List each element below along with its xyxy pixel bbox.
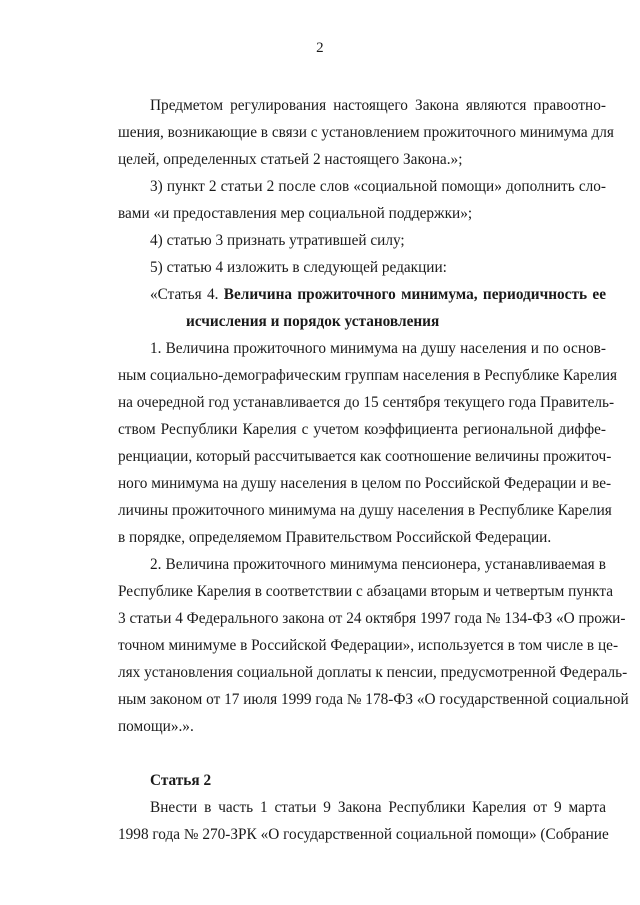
text-line: 3) пункт 2 статьи 2 после слов «социальной помощи» дополнить сло- [150, 178, 606, 195]
text-line: 1. Величина прожиточного минимума на душу населения и по основ- [150, 340, 606, 357]
article-heading [150, 286, 606, 304]
article-heading-prefix: «Статья 4. [150, 286, 224, 303]
page-number: 2 [316, 40, 324, 56]
article-2-heading: Статья 2 [150, 772, 212, 789]
text-line: лях установления социальной доплаты к пенсии, предусмотренной Федераль- [118, 664, 628, 681]
text-line: ством Республики Карелия с учетом коэффициента региональной диффе- [118, 421, 606, 438]
text-line: личины прожиточного минимума на душу населения в Республике Карелия [118, 502, 612, 519]
text-line: 3 статьи 4 Федерального закона от 24 октября 1997 года № 134-ФЗ «О прожи- [118, 610, 626, 627]
text-line: Республике Карелия в соответствии с абзацами вторым и четвертым пункта [118, 583, 614, 600]
text-line: вами «и предоставления мер социальной поддержки»; [118, 205, 473, 222]
text-line: 2. Величина прожиточного минимума пенсионера, устанавливаемая в [150, 556, 606, 573]
text-line: 5) статью 4 изложить в следующей редакции: [150, 259, 447, 276]
text-line: 1998 года № 270-ЗРК «О государственной социальной помощи» (Собрание [118, 826, 609, 843]
text-line: Внести в часть 1 статьи 9 Закона Республики Карелия от 9 марта [150, 799, 606, 816]
text-line: ным законом от 17 июля 1999 года № 178-ФЗ «О государственной социальной [118, 691, 629, 708]
article-heading-title: Величина прожиточного минимума, периодичность ее [223, 286, 606, 303]
article-heading-continuation: исчисления и порядок установления [186, 313, 440, 330]
text-line: шения, возникающие в связи с установлением прожиточного минимума для [118, 124, 614, 141]
text-line: в порядке, определяемом Правительством Российской Федерации. [118, 529, 552, 546]
text-line: ного минимума на душу населения в целом по Российской Федерации и ве- [118, 475, 612, 492]
text-line: помощи».». [118, 718, 194, 735]
text-line: Предметом регулирования настоящего Закона являются правоотно- [150, 97, 606, 114]
text-line: точном минимуме в Российской Федерации», используется в том числе в це- [118, 637, 619, 654]
text-line: ным социально-демографическим группам населения в Республике Карелия [118, 367, 618, 384]
text-line: 4) статью 3 признать утратившей силу; [150, 232, 405, 249]
text-line: на очередной год устанавливается до 15 сентября текущего года Правитель- [118, 394, 615, 411]
text-line: ренциации, который рассчитывается как соотношение величины прожиточ- [118, 448, 612, 465]
text-line: целей, определенных статьей 2 настоящего Закона.»; [118, 151, 463, 168]
